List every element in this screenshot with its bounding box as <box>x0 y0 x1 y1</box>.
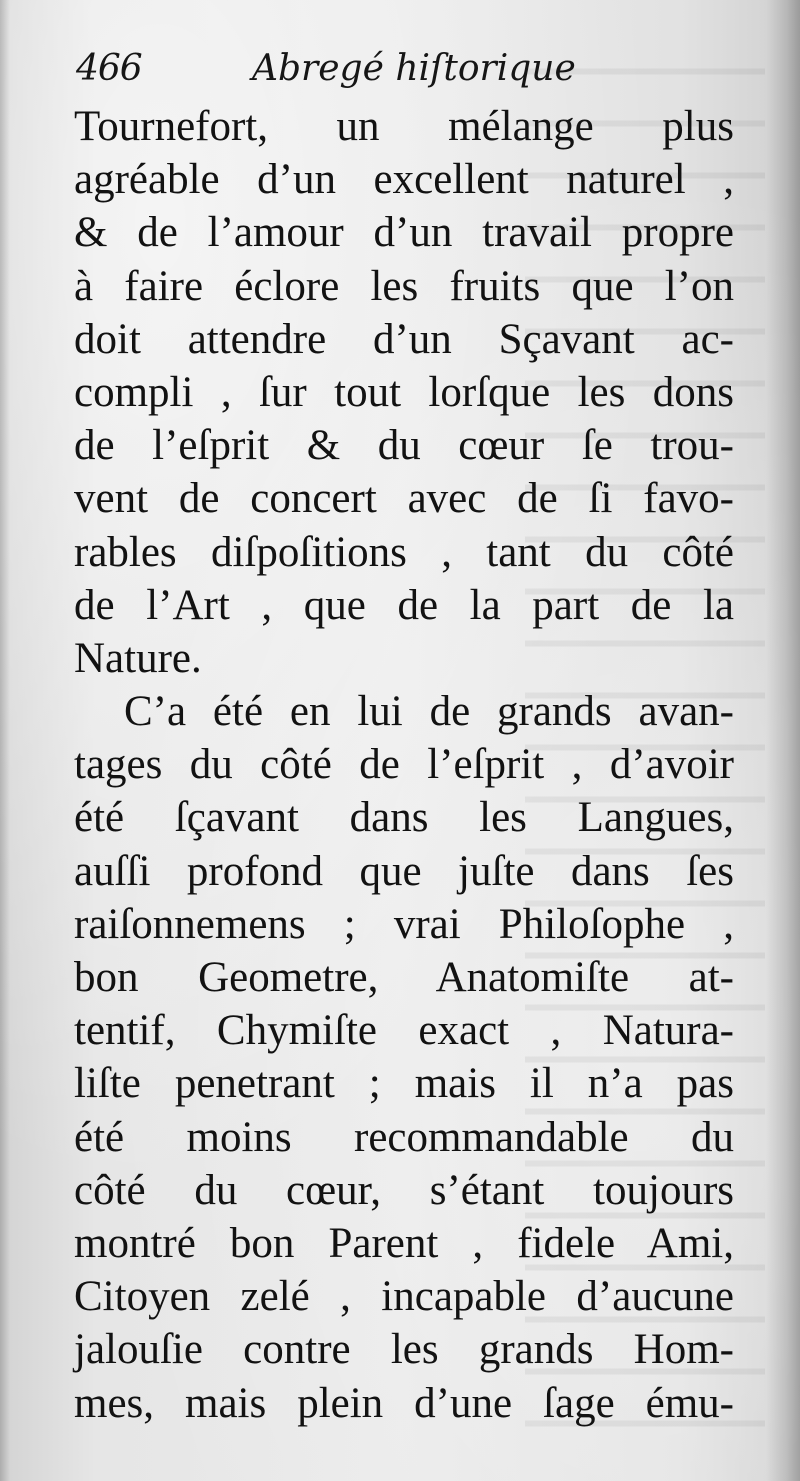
text-line: auſſi profond que juſte dans ſes <box>74 847 734 895</box>
text-line: doit attendre d’un Sçavant ac- <box>74 315 734 363</box>
text-line: liſte penetrant ; mais il n’a pas <box>74 1060 734 1108</box>
text-line: vent de concert avec de ſi favo- <box>74 475 734 523</box>
text-line: de l’eſprit & du cœur ſe trou- <box>74 422 734 470</box>
text-line: rables diſpoſitions , tant du côté <box>74 528 734 576</box>
running-head <box>76 44 736 98</box>
page-edge-shadow-left <box>0 0 10 1481</box>
text-line: jalouſie contre les grands Hom- <box>74 1326 734 1374</box>
text-line: été moins recommandable du <box>74 1113 734 1161</box>
text-line: agréable d’un excellent naturel , <box>74 156 734 204</box>
text-line: mes, mais plein d’une ſage ému- <box>74 1379 734 1427</box>
text-line: tages du côté de l’eſprit , d’avoir <box>74 741 734 789</box>
text-line: Nature. <box>74 634 202 682</box>
text-line: Citoyen zelé , incapable d’aucune <box>74 1273 734 1321</box>
text-line: compli , ſur tout lorſque les dons <box>74 368 734 416</box>
body-text <box>74 100 734 1430</box>
text-line: bon Geometre, Anatomiſte at- <box>74 954 734 1001</box>
page-edge-shadow-right <box>766 0 800 1481</box>
text-line: & de l’amour d’un travail propre <box>74 209 734 257</box>
text-line: côté du cœur, s’étant toujours <box>74 1166 734 1214</box>
text-line: Tournefort, un mélange plus <box>74 103 734 150</box>
text-line: tentif, Chymiſte exact , Natura- <box>74 1007 734 1055</box>
text-line: C’a été en lui de grands avan- <box>124 688 734 736</box>
page-number: 466 <box>76 48 142 89</box>
text-line: montré bon Parent , fidele Ami, <box>74 1219 734 1267</box>
text-line: été ſçavant dans les Langues, <box>74 794 734 842</box>
text-line: à faire éclore les fruits que l’on <box>74 262 734 310</box>
running-title: Abregé hiſtorique <box>252 48 576 89</box>
text-line: de l’Art , que de la part de la <box>74 581 734 629</box>
text-line: raiſonnemens ; vrai Philoſophe , <box>74 900 734 948</box>
